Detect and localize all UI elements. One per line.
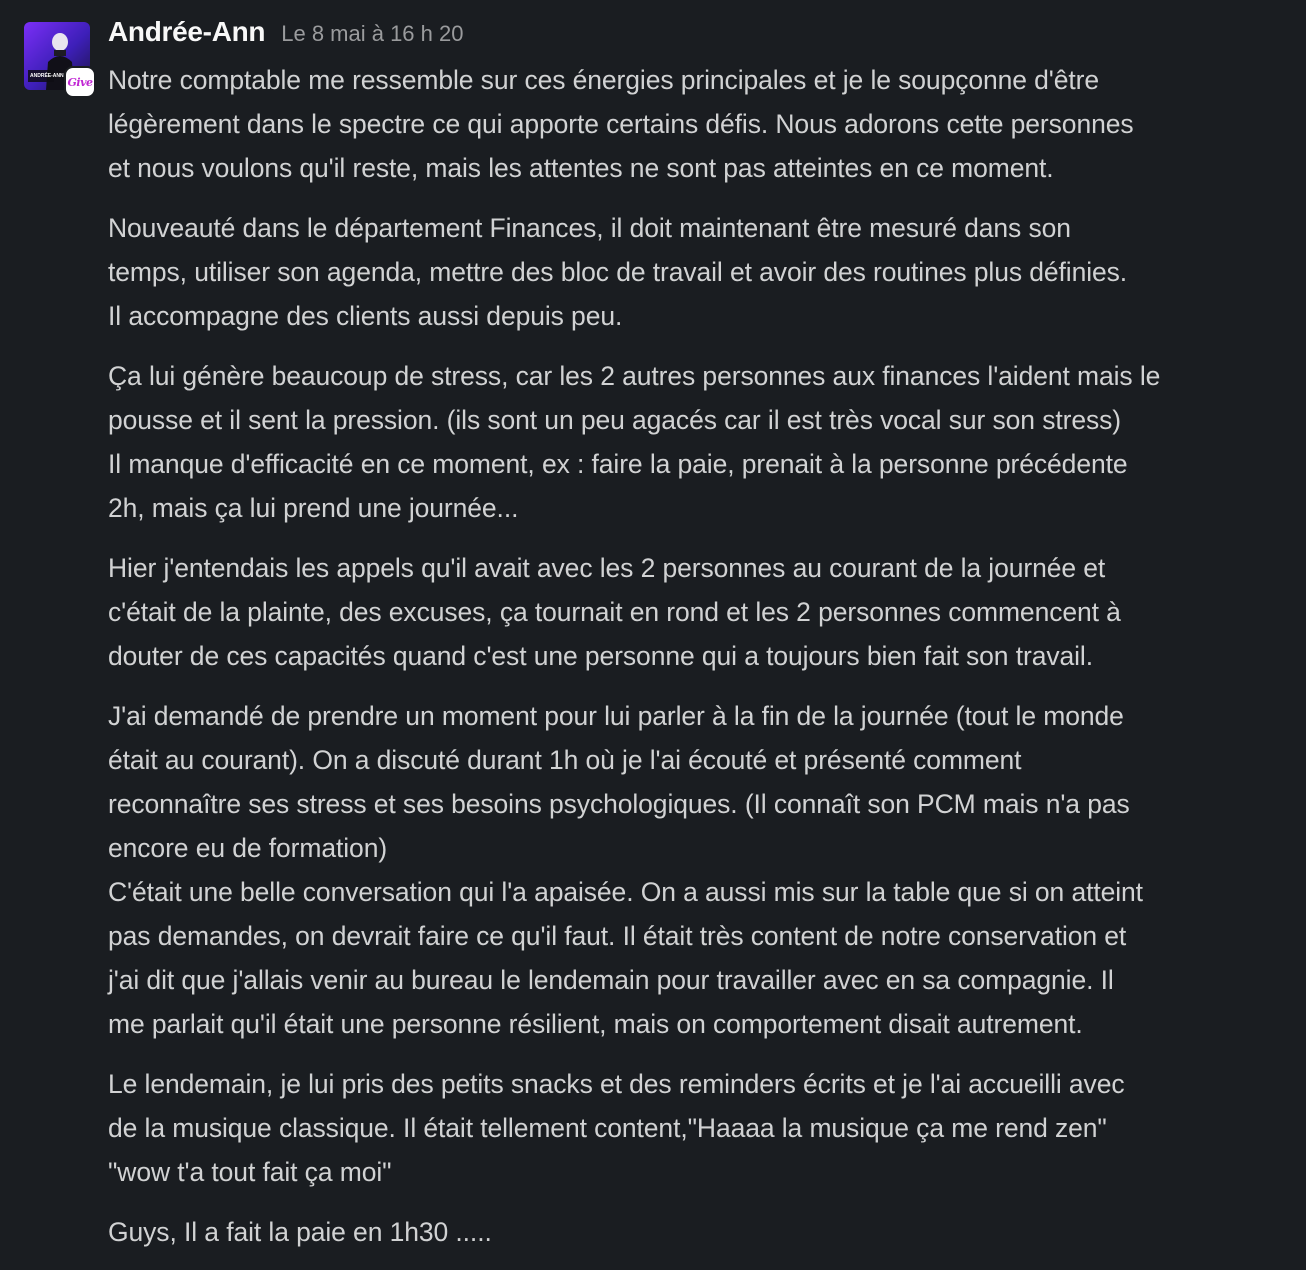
message-header (108, 16, 463, 56)
message-line: 2h, mais ça lui prend une journée... (108, 493, 519, 523)
message-line: temps, utiliser son agenda, mettre des bloc de travail et avoir des routines plus définies. (108, 257, 1128, 287)
avatar-container[interactable] (24, 22, 96, 98)
message-line: J'ai demandé de prendre un moment pour lui parler à la fin de la journée (tout le monde (108, 701, 1124, 731)
message-timestamp[interactable]: Le 8 mai à 16 h 20 (281, 21, 464, 46)
message-line: me parlait qu'il était une personne résilient, mais on comportement disait autrement. (108, 1009, 1083, 1039)
message-paragraph (108, 58, 1274, 190)
app-badge-icon (64, 66, 96, 98)
message-line: pousse et il sent la pression. (ils sont un peu agacés car il est très vocal sur son stress) (108, 405, 1121, 435)
message-paragraph (108, 1062, 1274, 1194)
message-line: c'était de la plainte, des excuses, ça tournait en rond et les 2 personnes commencent à (108, 597, 1121, 627)
message-line: Il accompagne des clients aussi depuis peu. (108, 301, 623, 331)
message-line: légèrement dans le spectre ce qui apporte certains défis. Nous adorons cette personnes (108, 109, 1134, 139)
avatar-caption: ANDRÉE-ANN (30, 73, 64, 79)
message-paragraph (108, 354, 1274, 530)
message-line: Notre comptable me ressemble sur ces énergies principales et je le soupçonne d'être (108, 65, 1100, 95)
message-line: et nous voulons qu'il reste, mais les attentes ne sont pas atteintes en ce moment. (108, 153, 1054, 183)
message-line: Il manque d'efficacité en ce moment, ex : faire la paie, prenait à la personne précédente (108, 449, 1128, 479)
message-paragraph (108, 206, 1274, 338)
message-body (108, 58, 1274, 1270)
sender-name[interactable]: Andrée-Ann (108, 16, 266, 47)
message-paragraph (108, 546, 1274, 678)
message-line: de la musique classique. Il était tellement content,"Haaaa la musique ça me rend zen" (108, 1113, 1107, 1143)
message-line: j'ai dit que j'allais venir au bureau le lendemain pour travailler avec en sa compagnie. Il (108, 965, 1114, 995)
message-line: Hier j'entendais les appels qu'il avait avec les 2 personnes au courant de la journée et (108, 553, 1106, 583)
message-line: "wow t'a tout fait ça moi" (108, 1157, 392, 1187)
message-line: C'était une belle conversation qui l'a apaisée. On a aussi mis sur la table que si on atteint (108, 877, 1143, 907)
message-line: Le lendemain, je lui pris des petits snacks et des reminders écrits et je l'ai accueilli avec (108, 1069, 1125, 1099)
message-line: reconnaître ses stress et ses besoins psychologiques. (Il connaît son PCM mais n'a pas (108, 789, 1130, 819)
message-line: encore eu de formation) (108, 833, 388, 863)
message-paragraph (108, 1210, 1274, 1254)
message-line: était au courant). On a discuté durant 1h où je l'ai écouté et présenté comment (108, 745, 1022, 775)
app-badge-label: Give (67, 75, 93, 89)
message-paragraph (108, 694, 1274, 1046)
message-line: pas demandes, on devrait faire ce qu'il faut. Il était très content de notre conservation et (108, 921, 1127, 951)
message-line: Nouveauté dans le département Finances, il doit maintenant être mesuré dans son (108, 213, 1071, 243)
message-line: douter de ces capacités quand c'est une personne qui a toujours bien fait son travail. (108, 641, 1093, 671)
message-line: Guys, Il a fait la paie en 1h30 ..... (108, 1217, 492, 1247)
message-line: Ça lui génère beaucoup de stress, car les 2 autres personnes aux finances l'aident mais le (108, 361, 1161, 391)
